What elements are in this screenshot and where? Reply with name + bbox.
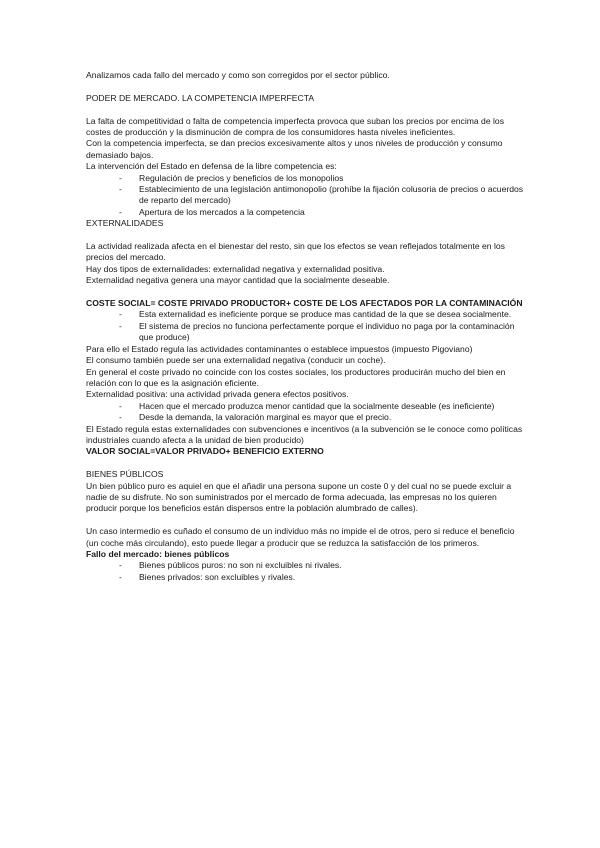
list-item: - Bienes privados: son excluibles y rivales. <box>119 572 526 583</box>
bold-formula-coste-social: COSTE SOCIAL= COSTE PRIVADO PRODUCTOR+ COSTE DE LOS AFECTADOS POR LA CONTAMINACIÓN <box>86 298 523 309</box>
list-item: - Esta externalidad es ineficiente porque se produce mas cantidad de la que se desea socialmente. <box>119 309 526 320</box>
paragraph: Externalidad positiva: una actividad privada genera efectos positivos. <box>86 389 349 400</box>
paragraph: Un bien público puro es aquiel en que el añadir una persona supone un coste 0 y del cual no se puede excluir a nadie de su disfrute. No son suministrados por el mercado de forma adecuada, las empresas no los quieren producir porque los beneficios están dispersos entre la población alumbrado de calles). <box>86 480 512 514</box>
paragraph: La falta de competitividad o falta de competencia imperfecta provoca que suban los precios por encima de los costes de producción y la disminución de compra de los consumidores hasta niveles ineficientes. <box>86 115 504 137</box>
paragraph: Externalidad negativa genera una mayor cantidad que la socialmente deseable. <box>86 275 390 286</box>
list-item: - Regulación de precios y beneficios de los monopolios <box>119 173 526 184</box>
bold-formula-valor-social: VALOR SOCIAL=VALOR PRIVADO+ BENEFICIO EXTERNO <box>86 446 324 457</box>
bullet-list <box>86 560 526 583</box>
paragraph: La actividad realizada afecta en el bienestar del resto, sin que los efectos se vean reflejados totalmente en los precios del mercado. <box>86 241 505 263</box>
bullet-list <box>86 173 526 219</box>
paragraph: En general el coste privado no coincide con los costes sociales, los productores producirán mucho del bien en relación con lo que es la asignación eficiente. <box>86 366 506 388</box>
list-item: - El sistema de precios no funciona perfectamente porque el individuo no paga por la contaminación que produce) <box>119 321 526 344</box>
list-item: - Desde la demanda, la valoración marginal es mayor que el precio. <box>119 412 526 423</box>
section-heading-bienes-publicos: BIENES PÚBLICOS <box>86 469 164 480</box>
bold-subheading-fallo-bienes-publicos: Fallo del mercado: bienes públicos <box>86 548 230 559</box>
paragraph: Un caso intermedio es cuñado el consumo de un individuo más no impide el de otros, pero si reduce el beneficio (un coche más circulando), esto puede llegar a producir que se reduzca la satisfacción de los primeros. <box>86 526 515 548</box>
paragraph: El Estado regula estas externalidades con subvenciones e incentivos (a la subvención se le conoce como políticas industriales cuando afecta a la unidad de bien producido) <box>86 423 523 445</box>
intro-paragraph: Analizamos cada fallo del mercado y como son corregidos por el sector público. <box>86 70 390 80</box>
paragraph: Hay dos tipos de externalidades: externalidad negativa y externalidad positiva. <box>86 263 385 274</box>
section-heading-poder-de-mercado: PODER DE MERCADO. LA COMPETENCIA IMPERFECTA <box>86 92 315 103</box>
paragraph: La intervención del Estado en defensa de la libre competencia es: <box>86 161 337 172</box>
bullet-list <box>86 401 526 424</box>
bullet-list <box>86 309 526 343</box>
document-page <box>86 70 526 583</box>
paragraph: Para ello el Estado regula las actividades contaminantes o establece impuestos (impuesto Pigoviano) <box>86 343 473 354</box>
paragraph: El consumo también puede ser una externalidad negativa (conducir un coche). <box>86 355 386 366</box>
list-item: - Bienes públicos puros: no son ni excluibles ni rivales. <box>119 560 526 571</box>
section-heading-externalidades: EXTERNALIDADES <box>86 218 164 229</box>
list-item: - Establecimiento de una legislación antimonopolio (prohíbe la fijación colusoria de precios o acuerdos de reparto del mercado) <box>119 184 526 207</box>
paragraph: Con la competencia imperfecta, se dan precios excesivamente altos y unos niveles de producción y consumo demasiado bajos. <box>86 138 503 160</box>
list-item: - Hacen que el mercado produzca menor cantidad que la socialmente deseable (es ineficiente) <box>119 401 526 412</box>
list-item: - Apertura de los mercados a la competencia <box>119 207 526 218</box>
